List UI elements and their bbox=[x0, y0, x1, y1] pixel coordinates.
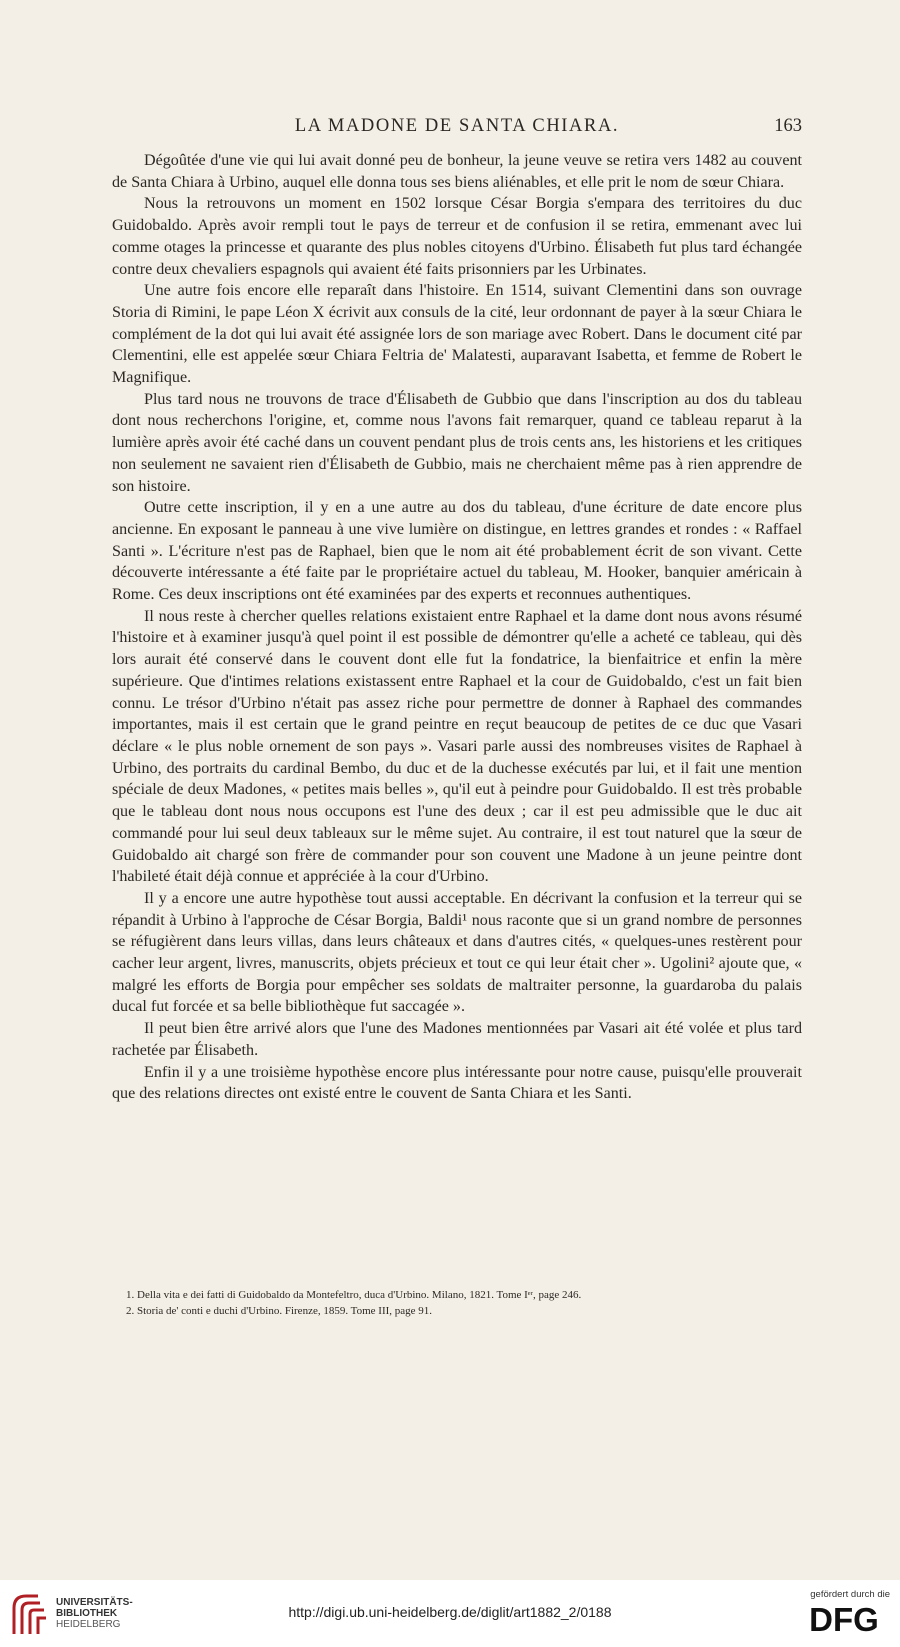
paragraph-7: Il y a encore une autre hypothèse tout aussi acceptable. En décrivant la confusion et la terreur qui se répandit à Urbino à l'approche de César Borgia, Baldi¹ nous raconte que si un grand nombre de personnes se réfugièrent dans leurs villas, dans leurs châteaux et dans d'autres cités, « quelques-unes restèrent pour cacher leur argent, livres, manuscrits, objets précieux et tout ce qui leur était cher ». Ugolini² ajoute que, « malgré les efforts de Borgia pour empêcher ses soldats de maltraiter personne, la guardaroba du palais ducal fut forcée et sa belle bibliothèque fut saccagée ». bbox=[112, 889, 802, 1016]
paragraph-5: Outre cette inscription, il y en a une autre au dos du tableau, d'une écriture de date encore plus ancienne. En exposant le panneau à une vive lumière on distingue, en lettres grandes et rondes : « Raffael Santi ». L'écriture n'est pas de Raphael, bien que le nom ait été probablement écrit de son vivant. Cette découverte intéressante a été faite par le propriétaire actuel du tableau, M. Hooker, banquier américain à Rome. Ces deux inscriptions ont été examinées par des experts et reconnues authentiques. bbox=[112, 499, 802, 604]
page-number: 163 bbox=[774, 116, 802, 136]
paragraph-9: Enfin il y a une troisième hypothèse encore plus intéressante pour notre cause, puisqu'elle prouverait que des relations directes ont existé entre le couvent de Santa Chiara et les Santi. bbox=[112, 1063, 802, 1103]
paragraph-2: Nous la retrouvons un moment en 1502 lorsque César Borgia s'empara des territoires du duc Guidobaldo. Après avoir rempli tout le pays de terreur et de confusion il se retira, emmenant avec lui comme otages la princesse et quarante des plus nobles citoyens d'Urbino. Élisabeth fut plus tard échangée contre deux chevaliers espagnols qui avaient été faits prisonniers par les Urbinates. bbox=[112, 195, 802, 278]
dfg-logo-text: DFG bbox=[809, 1602, 879, 1636]
footnote-1: 1. Della vita e dei fatti di Guidobaldo da Montefeltro, duca d'Urbino. Milano, 1821. Tome Iᵉʳ, page 246. bbox=[126, 1289, 582, 1301]
funding-notice bbox=[790, 1589, 890, 1636]
paragraph-8: Il peut bien être arrivé alors que l'une des Madones mentionnées par Vasari ait été volée et plus tard rachetée par Élisabeth. bbox=[112, 1020, 802, 1059]
permalink-url[interactable]: http://digi.ub.uni-heidelberg.de/diglit/art1882_2/0188 bbox=[288, 1604, 612, 1620]
footnote-2: 2. Storia de' conti e duchi d'Urbino. Firenze, 1859. Tome III, page 91. bbox=[126, 1305, 433, 1317]
viewer-footer bbox=[0, 1580, 900, 1647]
funded-by-label: gefördert durch die bbox=[810, 1589, 890, 1600]
dfg-logo-icon[interactable] bbox=[798, 1602, 890, 1636]
body-text bbox=[112, 150, 802, 1105]
running-head bbox=[112, 116, 802, 140]
paragraph-1: Dégoûtée d'une vie qui lui avait donné peu de bonheur, la jeune veuve se retira vers 1482 au couvent de Santa Chiara à Urbino, auquel elle donna tous ses biens aliénables, et elle prit le nom de sœur Chiara. bbox=[112, 152, 802, 191]
page-title: LA MADONE DE SANTA CHIARA. bbox=[294, 116, 620, 136]
library-name-line: UNIVERSITÄTS- bbox=[56, 1597, 133, 1608]
paragraph-3: Une autre fois encore elle reparaît dans l'histoire. En 1514, suivant Clementini dans son ouvrage Storia di Rimini, le pape Léon X écrivit aux consuls de la cité, leur ordonnant de payer à la sœur Chiara le complément de la dot qui lui avait été assignée lors de son mariage avec Robert. Dans le document cité par Clementini, elle est appelée sœur Chiara Feltria de' Malatesti, auparavant Isabetta, et femme de Robert le Magnifique. bbox=[112, 282, 802, 387]
footnotes bbox=[112, 1287, 802, 1319]
library-name-line: BIBLIOTHEK bbox=[56, 1608, 118, 1619]
library-name-line: HEIDELBERG bbox=[56, 1619, 121, 1630]
paragraph-6: Il nous reste à chercher quelles relations existaient entre Raphael et la dame dont nous avons résumé l'histoire et à examiner jusqu'à quel point il est possible de démontrer qu'elle a acheté ce tableau, qui dès lors aurait été conservé dans le couvent dont elle fut la fondatrice, la bienfaitrice et enfin la mère supérieure. Que d'intimes relations existassent entre Raphael et la cour de Guidobaldo, c'est un fait bien connu. Le trésor d'Urbino n'était pas assez riche pour permettre de donner à Raphael des commandes importantes, mais il est certain que le grand peintre en reçut beaucoup de petites de ce duc que Vasari déclare « le plus noble ornement de son pays ». Vasari parle aussi des nombreuses visites de Raphael à Urbino, des portraits du cardinal Bembo, du duc et de la duchesse exécutés par lui, et il fait une mention spéciale de deux Madones, « petites mais belles », qu'il eut à peindre pour Guidobaldo. Il est très probable que le tableau dont nous nous occupons est l'une des deux ; car il est peu admissible que le duc ait commandé pour lui seul deux tableaux sur le même sujet. Au contraire, il est tout naturel que la sœur de Guidobaldo ait chargé son frère de commander pour son couvent une Madone à un jeune peintre dont l'habileté était déjà connue et appréciée à la cour d'Urbino. bbox=[112, 607, 802, 886]
paragraph-4: Plus tard nous ne trouvons de trace d'Élisabeth de Gubbio que dans l'inscription au dos du tableau dont nous recherchons l'origine, et, comme nous l'avons fait remarquer, quand ce tableau reparut à la lumière après avoir été caché dans un couvent pendant plus de trois cents ans, les historiens et les critiques non seulement ne savaient rien d'Élisabeth de Gubbio, mais ne cherchaient même pas à rien apprendre de son histoire. bbox=[112, 390, 802, 495]
